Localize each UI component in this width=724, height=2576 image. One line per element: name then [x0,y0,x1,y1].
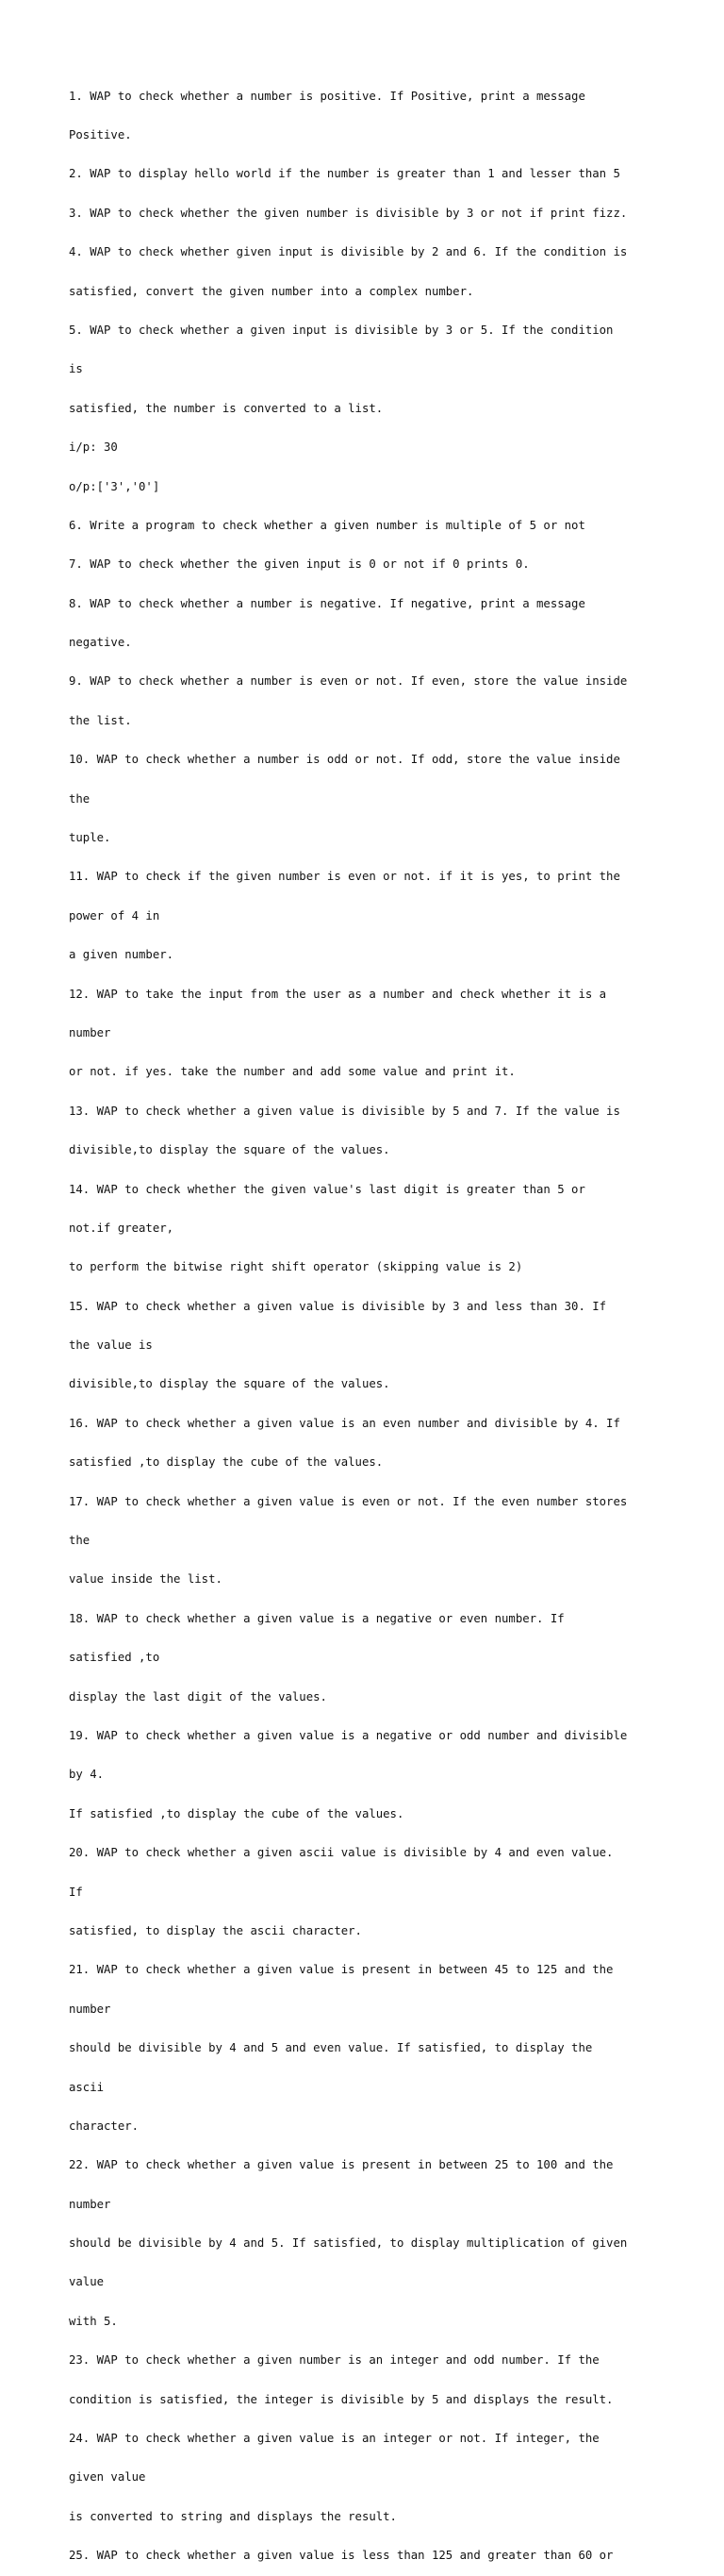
text-line: number [69,2002,111,2016]
text-line: or not. if yes. take the number and add some value and print it. [69,1065,516,1079]
text-line: given value [69,2470,146,2485]
text-line: with 5. [69,2314,118,2328]
text-line: not.if greater, [69,1221,174,1235]
text-line: satisfied, the number is converted to a list. [69,401,384,415]
text-line: satisfied, to display the ascii character. [69,1923,362,1937]
text-line: the [69,1534,90,1548]
text-line: is converted to string and displays the result. [69,2509,397,2523]
text-line: divisible,to display the square of the values. [69,1143,390,1157]
text-line: satisfied, convert the given number into a complex number. [69,284,474,298]
text-line: number [69,1025,111,1039]
text-line: 17. WAP to check whether a given value is even or not. If the even number stores [69,1494,628,1508]
text-line: 8. WAP to check whether a number is negative. If negative, print a message [69,596,585,610]
text-line: to perform the bitwise right shift operator (skipping value is 2) [69,1260,523,1274]
text-line: the [69,791,90,806]
text-line: tuple. [69,831,111,845]
text-line: negative. [69,636,132,650]
text-line: i/p: 30 [69,440,118,455]
text-line: satisfied ,to [69,1651,160,1665]
text-line: 24. WAP to check whether a given value is an integer or not. If integer, the [69,2432,600,2446]
text-line: 1. WAP to check whether a number is positive. If Positive, print a message [69,89,585,103]
text-line: 11. WAP to check if the given number is even or not. if it is yes, to print the [69,870,620,884]
text-line: If satisfied ,to display the cube of the values. [69,1806,404,1820]
text-line: 3. WAP to check whether the given number is divisible by 3 or not if print fizz. [69,206,628,220]
text-line: 23. WAP to check whether a given number is an integer and odd number. If the [69,2353,600,2368]
text-line: should be divisible by 4 and 5. If satisfied, to display multiplication of given [69,2236,628,2251]
text-line: by 4. [69,1768,105,1782]
text-line: 5. WAP to check whether a given input is divisible by 3 or 5. If the condition [69,323,614,337]
text-line: 13. WAP to check whether a given value is divisible by 5 and 7. If the value is [69,1104,620,1118]
text-line: divisible,to display the square of the values. [69,1377,390,1391]
text-line: 9. WAP to check whether a number is even or not. If even, store the value inside [69,674,628,689]
text-line: should be divisible by 4 and 5 and even value. If satisfied, to display the [69,2041,593,2055]
text-line: the list. [69,713,132,727]
text-line: condition is satisfied, the integer is divisible by 5 and displays the result. [69,2392,614,2406]
text-line: 7. WAP to check whether the given input is 0 or not if 0 prints 0. [69,557,530,572]
text-line: the value is [69,1338,153,1353]
text-line: 2. WAP to display hello world if the number is greater than 1 and lesser than 5 [69,167,620,181]
text-line: character. [69,2119,140,2133]
text-line: is [69,362,83,376]
text-line: 18. WAP to check whether a given value is a negative or even number. If [69,1611,565,1625]
text-line: 22. WAP to check whether a given value is present in between 25 to 100 and the [69,2158,614,2172]
text-line: 16. WAP to check whether a given value is an even number and divisible by 4. If [69,1416,620,1430]
text-line: value inside the list. [69,1572,222,1587]
text-line: 21. WAP to check whether a given value is present in between 45 to 125 and the [69,1963,614,1977]
text-line: 20. WAP to check whether a given ascii value is divisible by 4 and even value. [69,1846,614,1860]
text-line: o/p:['3','0'] [69,479,160,493]
text-line: 6. Write a program to check whether a given number is multiple of 5 or not [69,518,585,532]
text-line: 10. WAP to check whether a number is odd or not. If odd, store the value inside [69,753,620,767]
text-line: Positive. [69,127,132,141]
text-line: 12. WAP to take the input from the user as a number and check whether it is a [69,987,607,1001]
text-line: If [69,1885,83,1899]
text-line: a given number. [69,948,174,962]
document-page [69,64,719,2576]
text-line: power of 4 in [69,908,160,922]
text-line: ascii [69,2080,105,2094]
text-line: 14. WAP to check whether the given value's last digit is greater than 5 or [69,1182,585,1196]
text-line: 25. WAP to check whether a given value is less than 125 and greater than 60 or [69,2549,614,2563]
text-line: satisfied ,to display the cube of the values. [69,1455,384,1470]
text-line: display the last digit of the values. [69,1689,327,1703]
text-line: number [69,2197,111,2211]
text-line: 19. WAP to check whether a given value is a negative or odd number and divisible [69,1729,628,1742]
text-line: 15. WAP to check whether a given value is divisible by 3 and less than 30. If [69,1299,607,1313]
text-line: value [69,2275,105,2289]
text-line: 4. WAP to check whether given input is divisible by 2 and 6. If the condition is [69,245,628,259]
